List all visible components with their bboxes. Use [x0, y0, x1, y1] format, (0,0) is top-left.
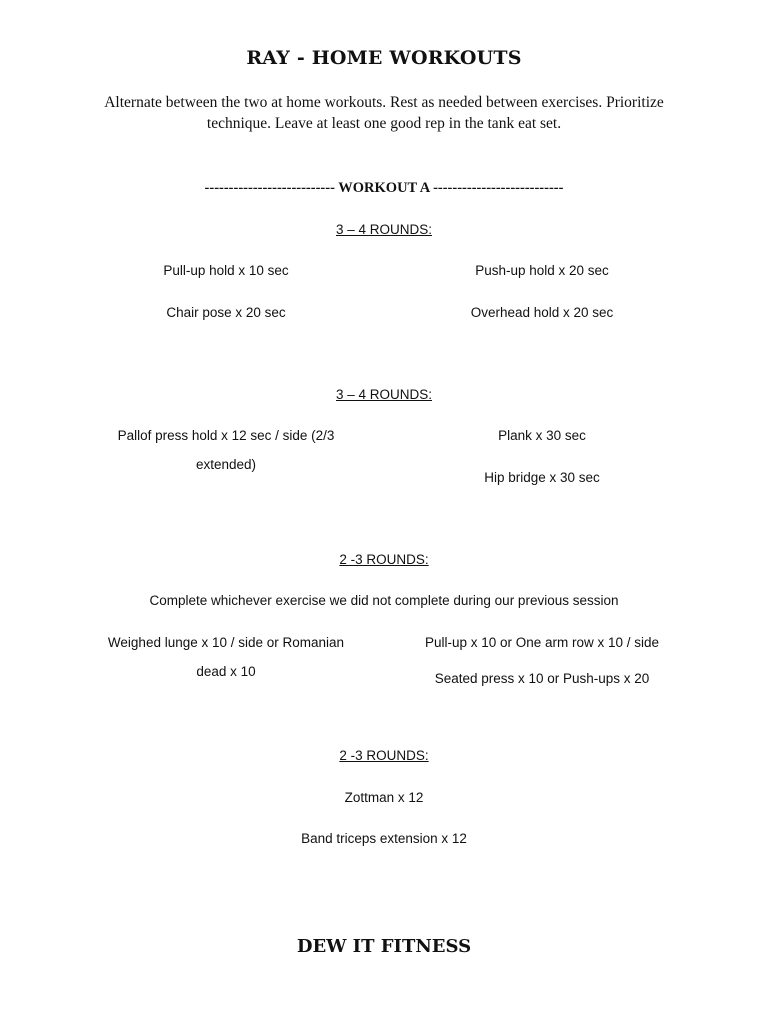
exercise-item: Pull-up x 10 or One arm row x 10 / side [424, 635, 660, 650]
page-title: RAY - HOME WORKOUTS [246, 47, 522, 69]
exercise-item: Hip bridge x 30 sec [484, 470, 600, 485]
section-3-rounds: 2 -3 ROUNDS: [339, 552, 429, 567]
exercise-item: Band triceps extension x 12 [301, 831, 467, 846]
exercise-item: Plank x 30 sec [498, 428, 586, 443]
exercise-item: Chair pose x 20 sec [166, 305, 286, 320]
section-3-note: Complete whichever exercise we did not complete during our previous session [149, 593, 619, 608]
section-2-rounds: 3 – 4 ROUNDS: [335, 387, 433, 402]
exercise-item: Pull-up hold x 10 sec [163, 263, 289, 278]
intro-paragraph: Alternate between the two at home workouts. Rest as needed between exercises. Prioritize technique. Leave at least one good rep in the tank eat set. [104, 94, 664, 132]
exercise-item: Push-up hold x 20 sec [475, 263, 609, 278]
exercise-item: Seated press x 10 or Push-ups x 20 [434, 671, 650, 686]
exercise-item: Zottman x 12 [344, 790, 424, 805]
exercise-item: Pallof press hold x 12 sec / side (2/3 extended) [117, 428, 335, 472]
exercise-item: Weighed lunge x 10 / side or Romanian dead x 10 [107, 635, 345, 679]
section-1-rounds: 3 – 4 ROUNDS: [335, 222, 433, 237]
exercise-item: Overhead hold x 20 sec [470, 305, 614, 320]
brand-footer: DEW IT FITNESS [296, 936, 472, 957]
section-4-rounds: 2 -3 ROUNDS: [339, 748, 429, 763]
workout-a-header: --------------------------- WORKOUT A --------------------------- [204, 180, 564, 196]
